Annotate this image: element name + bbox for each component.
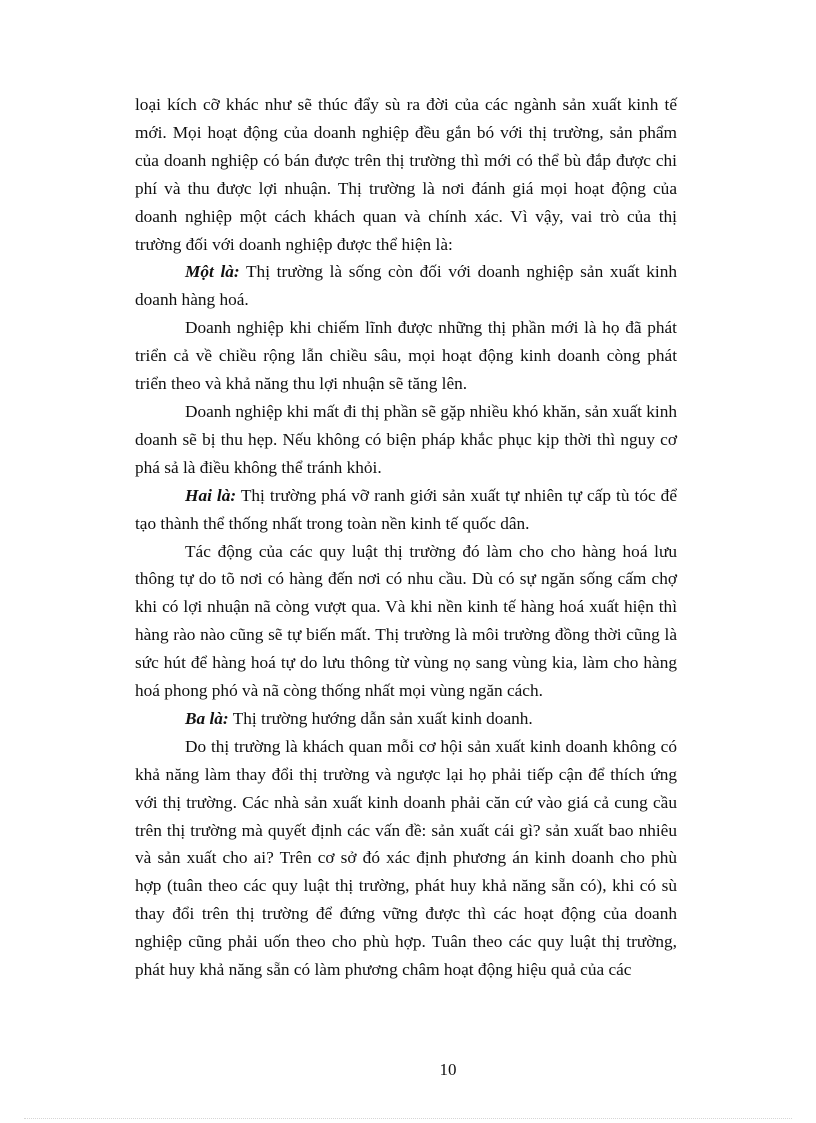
paragraph-text: Do thị trường là khách quan mỗi cơ hội sản xuất kinh doanh không có khả năng làm thay đổi thị trường và ngược lại họ phải tiếp cận để thích ứng với thị trường. Các nhà sản xuất kinh doanh phải căn cứ vào giá cả cung cầu trên thị trường mà quyết định các vấn đề: sản xuất cái gì? sản xuất bao nhiêu và sản xuất cho ai? Trên cơ sở đó xác định phương án kinh doanh cho phù hợp (tuân theo các quy luật thị trường, phát huy khả năng sẵn có), khi có sù thay đổi trên thị trường để đứng vững được thì các hoạt động của doanh nghiệp cũng phải uốn theo cho phù hợp. Tuân theo các quy luật thị trường, phát huy khả năng sẵn có làm phương châm hoạt động hiệu quả của các [135,736,677,980]
paragraph-point-one [135,258,677,314]
paragraph-market-share-gain [135,314,677,398]
point-heading: Hai là: [185,485,237,505]
paragraph-market-guidance [135,733,677,984]
document-body [135,91,677,984]
point-heading: Ba là: [185,708,229,728]
paragraph-point-three [135,705,677,733]
paragraph-text: Doanh nghiệp khi chiếm lĩnh được những thị phần mới là họ đã phát triển cả về chiều rộng lẫn chiều sâu, mọi hoạt động kinh doanh còng phát triển theo và khả năng thu lợi nhuận sẽ tăng lên. [135,318,677,394]
paragraph-market-share-loss [135,398,677,482]
paragraph-text: loại kích cỡ khác như sẽ thúc đẩy sù ra đời của các ngành sản xuất kinh tế mới. Mọi hoạt động của doanh nghiệp đều gắn bó với thị trường, sản phẩm của doanh nghiệp có bán được trên thị trường thì mới có thể bù đắp được chi phí và thu được lợi nhuận. Thị trường là nơi đánh giá mọi hoạt động của doanh nghiệp một cách khách quan và chính xác. Vì vậy, vai trò của thị trường đối với doanh nghiệp được thể hiện là: [135,95,677,254]
paragraph-market-laws [135,538,677,705]
paragraph-text: Thị trường phá vỡ ranh giới sản xuất tự nhiên tự cấp tù tóc để tạo thành thể thống nhất trong toàn nền kinh tế quốc dân. [135,485,677,533]
paragraph-text: Thị trường là sống còn đối với doanh nghiệp sản xuất kinh doanh hàng hoá. [135,262,677,310]
paragraph-text: Doanh nghiệp khi mất đi thị phần sẽ gặp nhiều khó khăn, sản xuất kinh doanh sẽ bị thu hẹp. Nếu không có biện pháp khắc phục kịp thời thì nguy cơ phá sả là điều không thể tránh khỏi. [135,401,677,477]
paragraph-text: Tác động của các quy luật thị trường đó làm cho cho hàng hoá lưu thông tự do tõ nơi có hàng đến nơi có nhu cầu. Dù có sự ngăn sống cấm chợ khi có lợi nhuận nã còng vượt qua. Và khi nền kinh tế hàng hoá xuất hiện thì hàng rào nào cũng sẽ tự biến mất. Thị trường là môi trường đồng thời cũng là sức hút để hàng hoá tự do lưu thông từ vùng nọ sang vùng kia, làm cho hàng hoá phong phó và nã còng thống nhất mọi vùng ngăn cách. [135,541,677,701]
point-heading: Một là: [185,262,240,282]
footer-divider [24,1118,792,1119]
paragraph-intro [135,91,677,258]
page-number: 10 [439,1060,457,1079]
paragraph-point-two [135,482,677,538]
paragraph-text: Thị trường hướng dẫn sản xuất kinh doanh. [228,708,533,728]
